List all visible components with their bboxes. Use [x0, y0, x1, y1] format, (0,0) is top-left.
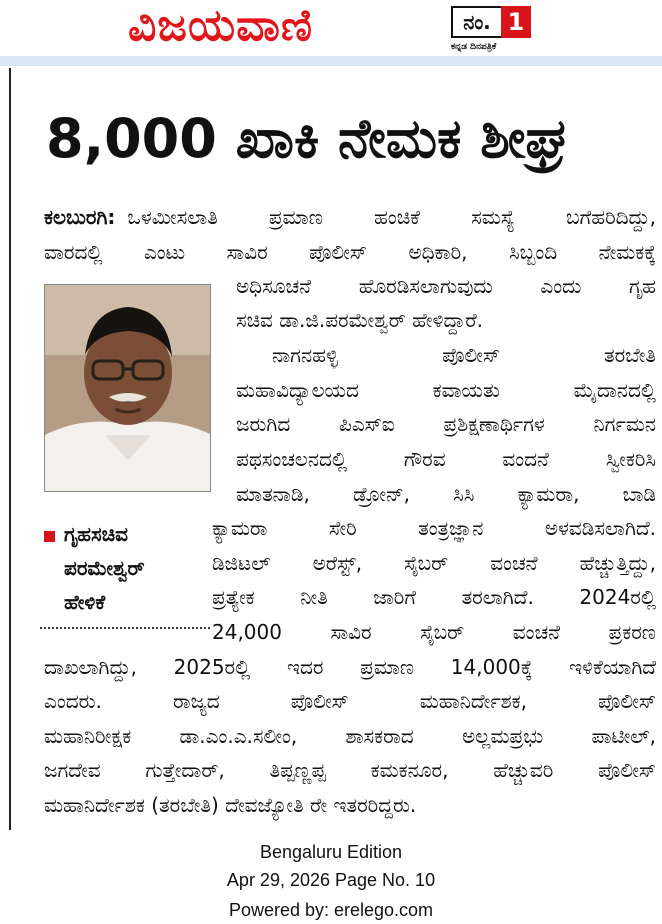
article-line-text: ಪಥಸಂಚಲನದಲ್ಲಿ ಗೌರವ ವಂದನೆ ಸ್ವೀಕರಿಸಿ — [236, 447, 656, 471]
article-line — [44, 204, 656, 230]
tagline: ಕನ್ನಡ ದಿನಪತ್ರಿಕೆ — [451, 42, 497, 52]
portrait-illustration — [45, 285, 211, 492]
article-line — [44, 792, 656, 818]
masthead — [0, 0, 662, 62]
article-line — [44, 757, 656, 783]
caption-bullet-icon — [44, 531, 55, 542]
article-line-text: 24,000 ಸಾವಿರ ಸೈಬರ್ ವಂಚನೆ ಪ್ರಕರಣ — [212, 620, 656, 644]
article-line — [212, 515, 656, 541]
article-line-text: ಒಳಮೀಸಲಾತಿ ಪ್ರಮಾಣ ಹಂಚಿಕೆ ಸಮಸ್ಯೆ ಬಗೆಹರಿದಿದ್ದು, — [127, 205, 656, 229]
article-line-text: ದಾಖಲಾಗಿದ್ದು, 2025ರಲ್ಲಿ ಇದರ ಪ್ರಮಾಣ 14,000ಕ್ಕೆ ಇಳಿಕೆಯಾಗಿದೆ — [44, 655, 656, 679]
article-line — [236, 377, 656, 403]
article-line — [44, 688, 656, 714]
article-line — [212, 584, 656, 610]
edition-label: Bengaluru Edition — [259, 842, 403, 862]
article-line — [236, 481, 656, 507]
article-headline: 8,000 ಖಾಕಿ ನೇಮಕ ಶೀಘ್ರ — [46, 107, 569, 170]
article-line-text: ಮಹಾನಿರೀಕ್ಷಕ ಡಾ.ಎಂ.ಎ.ಸಲೀಂ, ಶಾಸಕರಾದ ಅಲ್ಲಮಪ್ರಭು ಪಾಟೀಲ್, — [44, 724, 656, 748]
article-line-text: ಮಾತನಾಡಿ, ಡ್ರೋನ್, ಸಿಸಿ ಕ್ಯಾಮರಾ, ಬಾಡಿ — [236, 482, 656, 506]
masthead-band — [0, 56, 662, 66]
article-line-text: ಸಚಿವ ಡಾ.ಜಿ.ಪರಮೇಶ್ವರ್ ಹೇಳಿದ್ದಾರೆ. — [236, 308, 484, 332]
article-line-text: ಜರುಗಿದ ಪಿಎಸ್ಐ ಪ್ರಶಿಕ್ಷಣಾರ್ಥಿಗಳ ನಿರ್ಗಮನ — [236, 412, 656, 436]
badge-left-text: ನಂ. — [451, 6, 503, 38]
article-line-text: ಪ್ರತ್ಯೇಕ ನೀತಿ ಜಾರಿಗೆ ತರಲಾಗಿದೆ. 2024ರಲ್ಲಿ — [212, 585, 656, 609]
caption-line: ಹೇಳಿಕೆ — [64, 590, 106, 614]
article-line-text: ಮಹಾನಿರ್ದೇಶಕ (ತರಬೇತಿ) ದೇವಜ್ಯೋತಿ ರೇ ಇತರರಿದ್ದರು. — [44, 793, 417, 817]
number-one-badge — [451, 6, 531, 38]
article-line-text: ವಾರದಲ್ಲಿ ಎಂಟು ಸಾವಿರ ಪೊಲೀಸ್ ಅಧಿಕಾರಿ, ಸಿಬ್ಬಂದಿ ನೇಮಕಕ್ಕೆ — [44, 240, 656, 264]
caption-divider — [40, 627, 210, 629]
date-page-label: Apr 29, 2026 Page No. 10 — [226, 870, 436, 890]
minister-photo — [44, 284, 211, 492]
column-rule — [9, 68, 11, 830]
badge-right-text: 1 — [501, 6, 531, 38]
article-line — [212, 550, 656, 576]
article-line-text: ಕ್ಯಾಮರಾ ಸೇರಿ ತಂತ್ರಜ್ಞಾನ ಅಳವಡಿಸಲಾಗಿದೆ. — [212, 516, 656, 540]
article-line-text: ಜಗದೇವ ಗುತ್ತೇದಾರ್, ತಿಪ್ಪಣ್ಣಪ್ಪ ಕಮಕನೂರ, ಹೆಚ್ಚುವರಿ ಪೊಲೀಸ್ — [44, 758, 656, 782]
powered-by-label: Powered by: erelego.com — [228, 900, 434, 920]
article-line-text: ಡಿಜಿಟಲ್ ಅರೆಸ್ಟ್, ಸೈಬರ್ ವಂಚನೆ ಹೆಚ್ಚುತ್ತಿದ್ದು, — [212, 551, 656, 575]
dateline: ಕಲಬುರಗಿ: — [44, 205, 116, 229]
caption-line: ಪರಮೇಶ್ವರ್ — [64, 556, 145, 580]
article-line — [44, 654, 656, 680]
article-line-text: ಎಂದರು. ರಾಜ್ಯದ ಪೊಲೀಸ್ ಮಹಾನಿರ್ದೇಶಕ, ಪೊಲೀಸ್ — [44, 689, 656, 713]
article-line — [236, 273, 656, 299]
article-line — [44, 723, 656, 749]
article-line-text: ಮಹಾವಿದ್ಯಾಲಯದ ಕವಾಯತು ಮೈದಾನದಲ್ಲಿ — [236, 378, 656, 402]
article-line — [236, 446, 656, 472]
caption-line: ಗೃಹಸಚಿವ — [64, 522, 128, 546]
article-line — [212, 619, 656, 645]
article-line — [44, 239, 656, 265]
newspaper-logo: ವಿಜಯವಾಣಿ — [128, 0, 314, 51]
article-line — [236, 411, 656, 437]
article-line-text: ಅಧಿಸೂಚನೆ ಹೊರಡಿಸಲಾಗುವುದು ಎಂದು ಗೃಹ — [236, 274, 656, 298]
article-line — [236, 307, 656, 333]
article-line — [272, 342, 656, 368]
article-line-text: ನಾಗನಹಳ್ಳಿ ಪೊಲೀಸ್ ತರಬೇತಿ — [272, 343, 656, 367]
